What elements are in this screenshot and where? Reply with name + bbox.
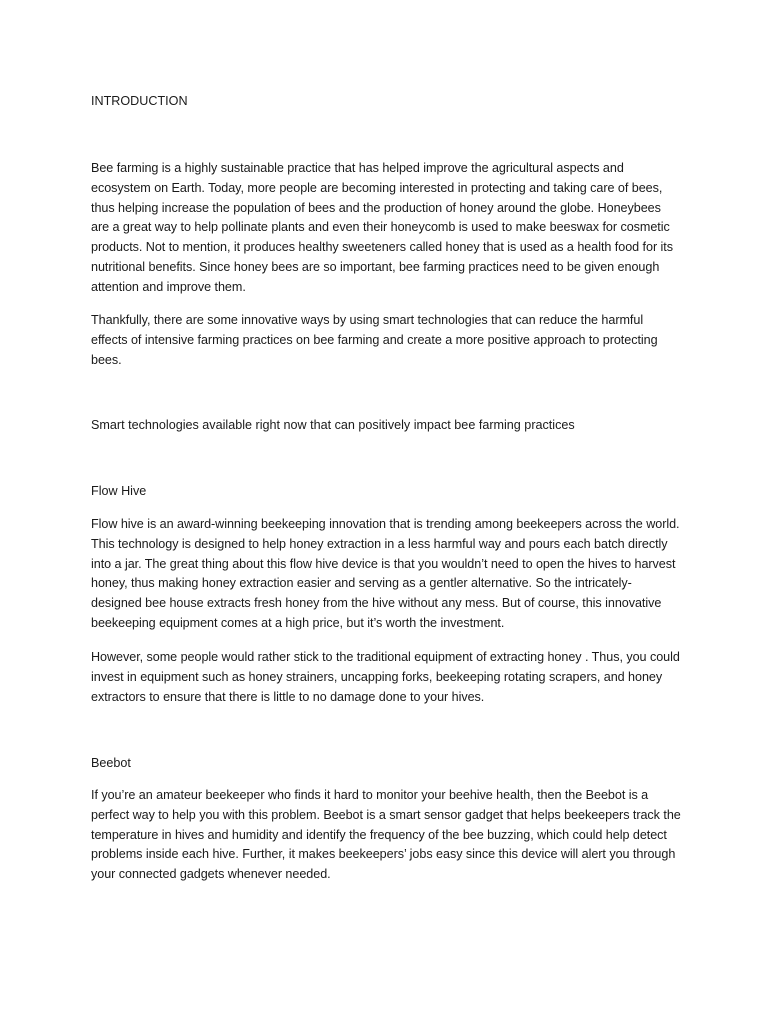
flow-hive-heading: Flow Hive xyxy=(91,484,147,498)
intro-paragraph-2: Thankfully, there are some innovative ways by using smart technologies that can reduce the harmful effects of intensive farming practices on bee farming and create a more positive approach to protecting bees. xyxy=(91,313,658,367)
flow-hive-paragraph-2: However, some people would rather stick to the traditional equipment of extracting honey . Thus, you could invest in equipment such as honey strainers, uncapping forks, beekeeping rotating scrapers, and honey extractors to ensure that there is little to no damage done to your hives. xyxy=(91,650,680,704)
flow-hive-paragraph-1: Flow hive is an award-winning beekeeping innovation that is trending among beekeepers across the world. This technology is designed to help honey extraction in a less harmful way and pours each batch directly into a jar. The great thing about this flow hive device is that you wouldn’t need to open the hives to harvest honey, thus making honey extraction easier and serving as a gentler alternative. So the intricately-designed bee house extracts fresh honey from the hive without any mess. But of course, this innovative beekeeping equipment comes at a high price, but it’s worth the investment. xyxy=(91,517,680,630)
intro-paragraph-1: Bee farming is a highly sustainable practice that has helped improve the agricultural aspects and ecosystem on Earth. Today, more people are becoming interested in protecting and taking care of bees, thus helping increase the population of bees and the production of honey around the globe. Honeybees are a great way to help pollinate plants and even their honeycomb is used to make beeswax for cosmetic products. Not to mention, it produces healthy sweeteners called honey that is used as a health food for its nutritional benefits. Since honey bees are so important, bee farming practices need to be given enough attention and improve them. xyxy=(91,161,674,294)
beebot-heading: Beebot xyxy=(91,756,131,770)
smart-tech-heading: Smart technologies available right now that can positively impact bee farming practices xyxy=(91,418,575,432)
introduction-heading: INTRODUCTION xyxy=(91,94,188,108)
beebot-paragraph-1: If you’re an amateur beekeeper who finds it hard to monitor your beehive health, then the Beebot is a perfect way to help you with this problem. Beebot is a smart sensor gadget that helps beekeepers track the temperature in hives and humidity and identify the frequency of the bee buzzing, which could help detect problems inside each hive. Further, it makes beekeepers’ jobs easy since this device will alert you through your connected gadgets whenever needed. xyxy=(91,788,681,882)
